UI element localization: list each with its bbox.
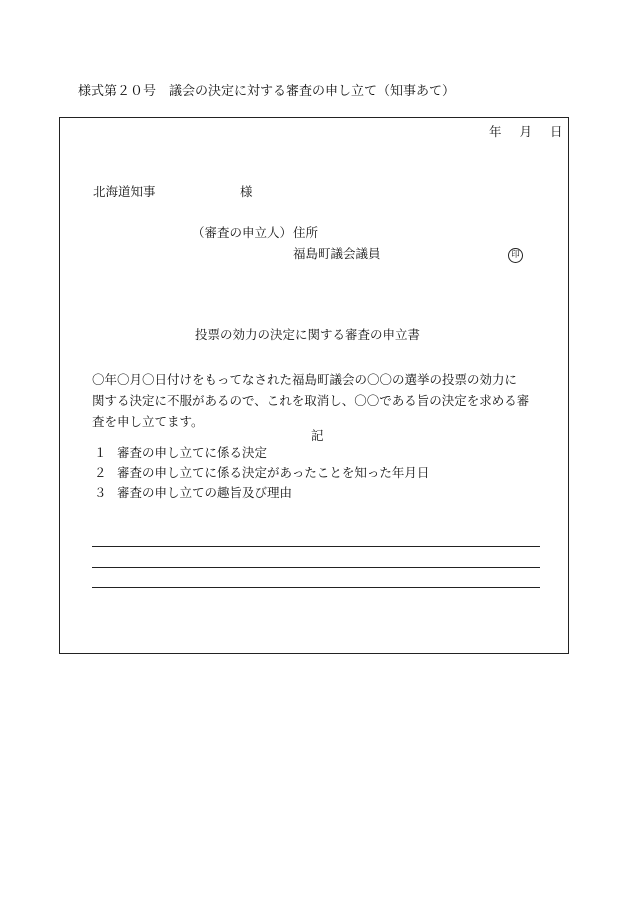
ki-heading: 記 [311, 428, 324, 443]
item-number: １ [94, 445, 107, 460]
item-number: ２ [94, 465, 107, 480]
document-heading: 投票の効力の決定に関する審査の申立書 [195, 327, 421, 342]
date-line [489, 126, 563, 139]
list-item [94, 467, 429, 480]
list-item [94, 487, 292, 500]
item-text: 審査の申し立ての趣旨及び理由 [117, 485, 293, 500]
item-text: 審査の申し立てに係る決定 [117, 445, 268, 460]
honorific: 様 [240, 184, 253, 199]
applicant-label: （審査の申立人） [192, 225, 293, 240]
date-year: 年 [489, 124, 502, 139]
date-day: 日 [550, 124, 563, 139]
answer-line [92, 567, 540, 568]
council-member-label: 福島町議会議員 [293, 246, 381, 261]
body-paragraph [92, 369, 552, 432]
item-text: 審査の申し立てに係る決定があったことを知った年月日 [117, 465, 430, 480]
body-line: 関する決定に不服があるので、これを取消し、〇〇である旨の決定を求める審 [92, 393, 530, 408]
addressee: 北海道知事 [93, 184, 156, 199]
body-line: 査を申し立てます。 [92, 414, 204, 429]
body-line: 〇年〇月〇日付けをもってなされた福島町議会の〇〇の選挙の投票の効力に [92, 372, 518, 387]
item-number: ３ [94, 485, 107, 500]
date-month: 月 [519, 124, 533, 139]
address-label: 住所 [293, 225, 319, 240]
answer-line [92, 587, 540, 588]
form-title: 様式第２０号 議会の決定に対する審査の申し立て（知事あて） [78, 84, 456, 99]
list-item [94, 447, 267, 460]
answer-line [92, 546, 540, 547]
seal-mark: 印 [508, 248, 523, 263]
